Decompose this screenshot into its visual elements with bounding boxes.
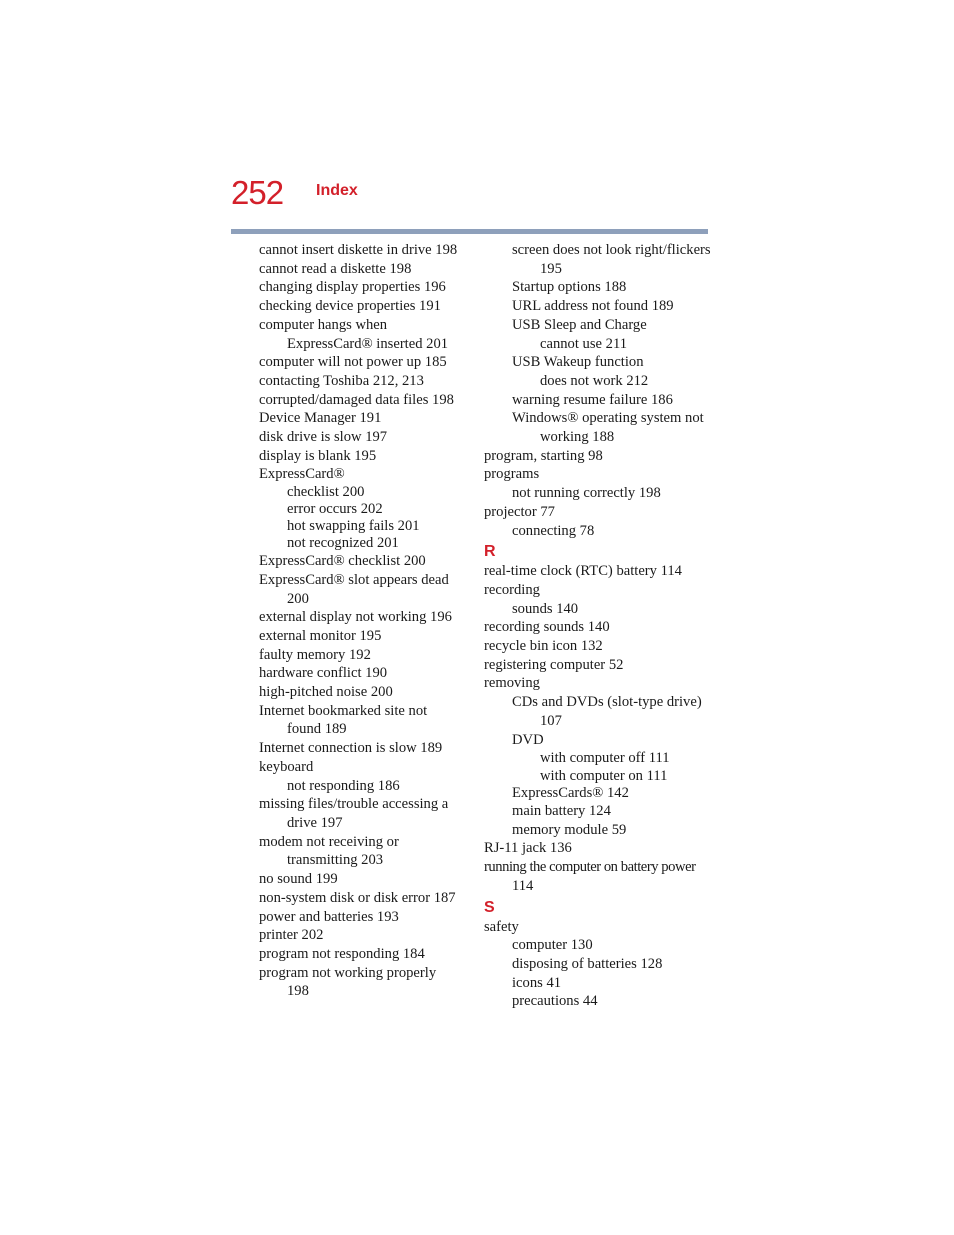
index-column-right — [484, 241, 712, 1011]
index-entry: real-time clock (RTC) battery 114 — [484, 563, 682, 580]
index-entry: sounds 140 — [512, 600, 579, 617]
index-entry: drive 197 — [287, 814, 343, 831]
section-title: Index — [316, 182, 358, 199]
page-number: 252 — [231, 174, 284, 211]
index-entry: modem not receiving or — [259, 833, 399, 850]
index-entry: with computer on 111 — [540, 767, 668, 784]
index-entry: icons 41 — [512, 974, 562, 991]
index-entry: 114 — [512, 877, 534, 894]
index-entry: connecting 78 — [512, 522, 595, 539]
index-entry: ExpressCard® inserted 201 — [287, 335, 449, 352]
index-entry: external monitor 195 — [259, 627, 382, 644]
index-entry: 198 — [287, 983, 309, 1000]
index-entry: corrupted/damaged data files 198 — [259, 391, 454, 408]
index-entry: checklist 200 — [287, 484, 365, 501]
index-entry: memory module 59 — [512, 821, 627, 838]
index-entry: cannot read a diskette 198 — [259, 260, 412, 277]
index-entry: program not working properly — [259, 964, 437, 981]
index-entry: 107 — [540, 712, 562, 729]
index-entry: display is blank 195 — [259, 447, 377, 464]
index-entry: changing display properties 196 — [259, 279, 446, 296]
index-entry: Internet bookmarked site not — [259, 702, 428, 719]
index-entry: with computer off 111 — [540, 750, 670, 767]
index-entry: non-system disk or disk error 187 — [259, 889, 456, 906]
index-entry: error occurs 202 — [287, 501, 383, 518]
index-entry: running the computer on battery power — [484, 859, 696, 876]
index-entry: high-pitched noise 200 — [259, 684, 393, 701]
index-entry: recycle bin icon 132 — [484, 638, 603, 655]
index-entry: URL address not found 189 — [512, 298, 674, 315]
index-entry: contacting Toshiba 212, 213 — [259, 372, 424, 389]
index-entry: ExpressCard® checklist 200 — [259, 553, 426, 570]
index-entry: Windows® operating system not — [512, 410, 704, 427]
index-entry: not running correctly 198 — [512, 485, 661, 502]
index-entry: ExpressCards® 142 — [512, 784, 629, 801]
index-entry: USB Sleep and Charge — [512, 316, 647, 333]
index-entry: warning resume failure 186 — [512, 391, 673, 408]
header-rule — [231, 229, 708, 234]
index-entry: working 188 — [540, 429, 615, 446]
index-entry: program not responding 184 — [259, 945, 425, 962]
index-entry: disposing of batteries 128 — [512, 955, 663, 972]
index-entry: printer 202 — [259, 927, 324, 944]
index-entry: not recognized 201 — [287, 535, 399, 552]
index-entry: disk drive is slow 197 — [259, 429, 388, 446]
index-entry: safety — [484, 918, 519, 935]
index-entry: precautions 44 — [512, 993, 598, 1010]
index-entry: Device Manager 191 — [259, 410, 382, 427]
index-entry: recording sounds 140 — [484, 619, 610, 636]
index-entry: external display not working 196 — [259, 609, 452, 626]
index-entry: found 189 — [287, 721, 347, 738]
index-entry: USB Wakeup function — [512, 354, 644, 371]
index-entry: missing files/trouble accessing a — [259, 796, 449, 813]
index-entry: ExpressCard® slot appears dead — [259, 571, 449, 588]
index-entry: computer hangs when — [259, 316, 388, 333]
index-entry: recording — [484, 581, 540, 598]
index-entry: CDs and DVDs (slot-type drive) — [512, 694, 702, 711]
index-letter-heading: R — [484, 543, 496, 561]
index-entry: DVD — [512, 731, 544, 748]
index-entry: power and batteries 193 — [259, 908, 399, 925]
index-entry: 200 — [287, 590, 309, 607]
index-entry: hot swapping fails 201 — [287, 518, 420, 535]
index-entry: programs — [484, 466, 540, 483]
index-entry: Internet connection is slow 189 — [259, 740, 443, 757]
index-entry: 195 — [540, 260, 562, 277]
index-entry: projector 77 — [484, 503, 555, 520]
index-entry: checking device properties 191 — [259, 298, 441, 315]
index-entry: program, starting 98 — [484, 447, 603, 464]
index-entry: ExpressCard® — [259, 466, 345, 483]
index-entry: computer will not power up 185 — [259, 354, 447, 371]
index-entry: main battery 124 — [512, 802, 611, 819]
index-letter-heading: S — [484, 898, 495, 916]
index-entry: hardware conflict 190 — [259, 665, 388, 682]
index-entry: RJ-11 jack 136 — [484, 840, 572, 857]
index-entry: does not work 212 — [540, 372, 649, 389]
index-entry: screen does not look right/flickers — [512, 242, 711, 258]
index-entry: not responding 186 — [287, 777, 400, 794]
index-entry: Startup options 188 — [512, 279, 627, 296]
index-entry: registering computer 52 — [484, 656, 624, 673]
index-entry: cannot insert diskette in drive 198 — [259, 242, 458, 258]
index-entry: no sound 199 — [259, 871, 338, 888]
index-entry: transmitting 203 — [287, 852, 384, 869]
index-entry: keyboard — [259, 758, 314, 775]
index-entry: computer 130 — [512, 937, 593, 954]
index-entry: removing — [484, 675, 540, 692]
index-entry: faulty memory 192 — [259, 646, 371, 663]
index-column-left — [259, 241, 469, 1001]
index-entry: cannot use 211 — [540, 335, 627, 352]
